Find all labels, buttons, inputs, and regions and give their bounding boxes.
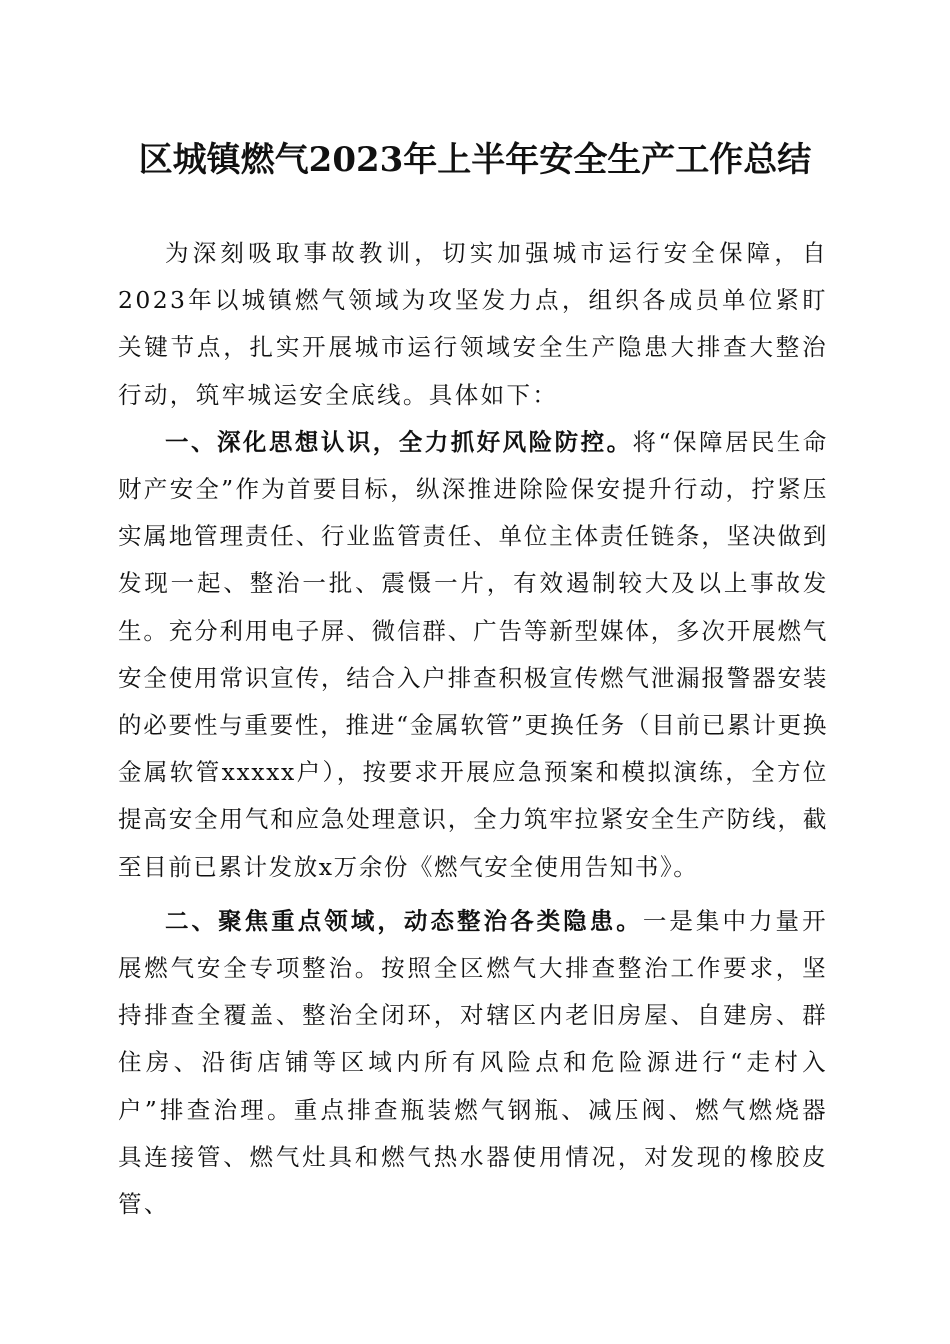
section-2-text: 一是集中力量开展燃气安全专项整治。按照全区燃气大排查整治工作要求，坚持排查全覆盖、整治全闭环，对辖区内老旧房屋、自建房、群住房、沿街店铺等区域内所有风险点和危险源进行“走村入户”排查治理。重点排查瓶装燃气钢瓶、减压阀、燃气燃烧器具连接管、燃气灶具和燃气热水器使用情况，对发现的橡胶皮管、 xyxy=(118,906,828,1219)
document-body xyxy=(118,230,828,1228)
section-1-paragraph xyxy=(118,419,828,891)
intro-paragraph: 为深刻吸取事故教训，切实加强城市运行安全保障，自2023年以城镇燃气领域为攻坚发力点，组织各成员单位紧盯关键节点，扎实开展城市运行领域安全生产隐患大排查大整治行动，筑牢城运安全底线。具体如下： xyxy=(118,239,828,409)
section-1-heading: 一、深化思想认识，全力抓好风险防控。 xyxy=(165,427,633,456)
section-2-paragraph xyxy=(118,898,828,1228)
section-2-heading: 二、聚焦重点领域，动态整治各类隐患。 xyxy=(165,906,643,935)
document-title: 区城镇燃气2023年上半年安全生产工作总结 xyxy=(138,140,812,180)
section-1-text: 将“保障居民生命财产安全”作为首要目标，纵深推进除险保安提升行动，拧紧压实属地管理责任、行业监管责任、单位主体责任链条，坚决做到发现一起、整治一批、震慑一片，有效遏制较大及以上事故发生。充分利用电子屏、微信群、广告等新型媒体，多次开展燃气安全使用常识宣传，结合入户排查积极宣传燃气泄漏报警器安装的必要性与重要性，推进“金属软管”更换任务（目前已累计更换金属软管xxxxx户），按要求开展应急预案和模拟演练，全方位提高安全用气和应急处理意识，全力筑牢拉紧安全生产防线，截至目前已累计发放x万余份《燃气安全使用告知书》。 xyxy=(118,427,828,881)
